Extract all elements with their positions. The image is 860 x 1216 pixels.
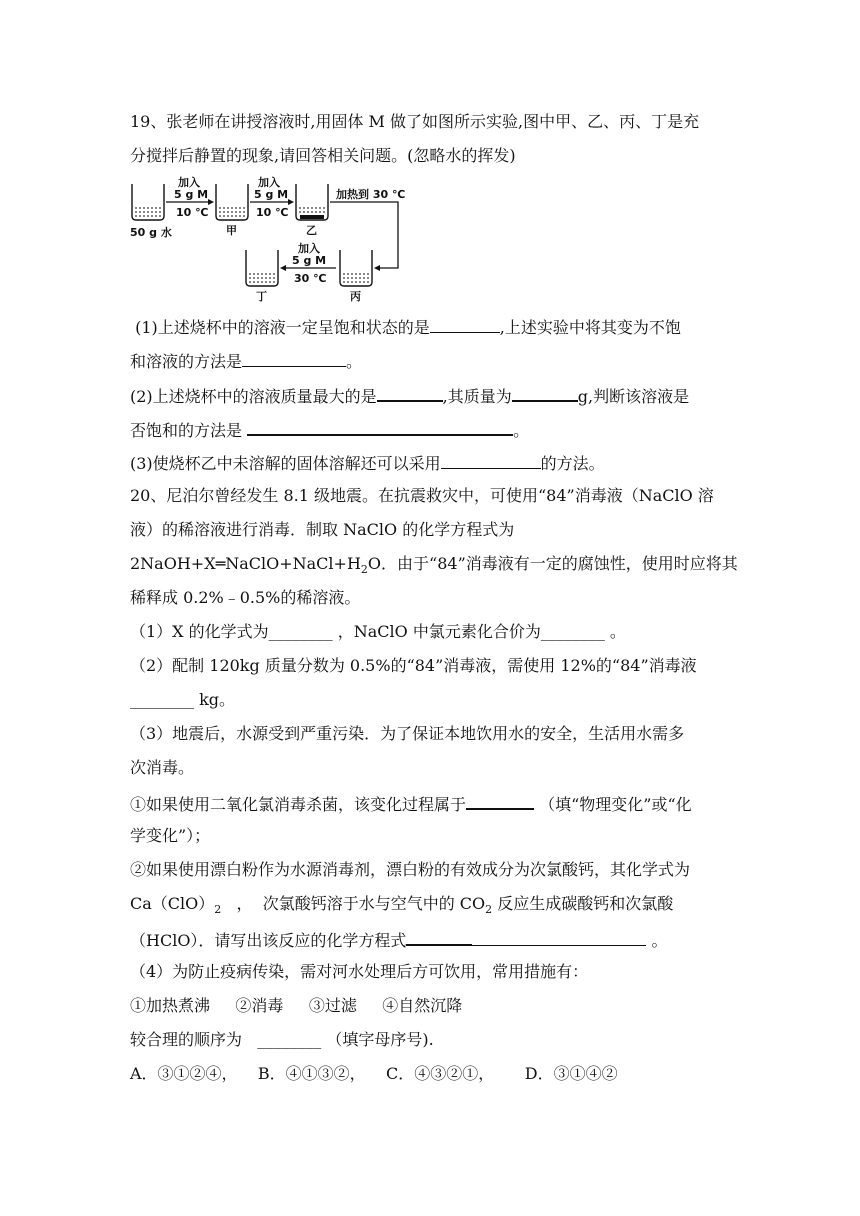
- add-2-top: 加入: [258, 176, 280, 189]
- beaker-ding-label: 丁: [256, 290, 267, 303]
- blank[interactable]: [466, 792, 534, 810]
- q20-options: ①加热煮沸 ②消毒 ③过滤 ④自然沉降: [130, 996, 463, 1015]
- add-2-bot: 10 ℃: [256, 206, 289, 219]
- add-3-mid: 5 g M: [292, 254, 327, 267]
- q20-line-4: 稀释成 0.2%﹣0.5%的稀溶液。: [130, 588, 361, 607]
- q20-order: 较合理的顺序为 ________ （填字母序号).: [130, 1030, 434, 1049]
- add-2-mid: 5 g M: [254, 188, 289, 201]
- water-label: 50 g 水: [130, 226, 172, 239]
- blank[interactable]: [242, 350, 346, 367]
- q19-part-1: (1)上述烧杯中的溶液一定呈饱和状态的是 ,上述实验中将其变为不饱: [130, 318, 681, 337]
- q19-part-3: (3)使烧杯乙中未溶解的固体溶解还可以采用 的方法。: [130, 454, 605, 473]
- beaker-jia-label: 甲: [226, 224, 237, 237]
- q20-sub-1: （1）X 的化学式为________ ，NaClO 中氯元素化合价为________ 。: [130, 622, 626, 641]
- q20-item-1-cont: 学变化”）；: [130, 826, 211, 845]
- q20-sub-2: （2）配制 120kg 质量分数为 0.5%的“84”消毒液，需使用 12%的“84”消毒液: [130, 656, 697, 675]
- blank[interactable]: [441, 452, 541, 469]
- q20-equation-line: $2NaOH+X═NaClO+NaCl+H_2O$．由于“84”消毒液有一定的腐蚀性，使用时应将其: [130, 554, 738, 577]
- q19-line-2: 分搅拌后静置的现象,请回答相关问题。(忽略水的挥发): [130, 146, 516, 165]
- q20-item-1: ①如果使用二氧化氯消毒杀菌，该变化过程属于 （填“物理变化”或“化: [130, 792, 692, 815]
- blank[interactable]: [247, 418, 513, 436]
- add-1-mid: 5 g M: [174, 188, 209, 201]
- q19-part-1-cont: 和溶液的方法是 。: [130, 352, 363, 371]
- heat-label: 加热到 30 ℃: [336, 188, 406, 201]
- add-3-bot: 30 ℃: [294, 272, 327, 285]
- add-1-bot: 10 ℃: [176, 206, 209, 219]
- q20-item-2: ②如果使用漂白粉作为水源消毒剂，漂白粉的有效成分为次氯酸钙，其化学式为: [130, 860, 691, 879]
- q20-sub-2-cont: ________ kg。: [130, 690, 236, 709]
- beaker-bing-label: 丙: [350, 290, 361, 303]
- blank[interactable]: [512, 384, 578, 402]
- blank[interactable]: [406, 928, 472, 946]
- experiment-diagram: [128, 174, 408, 306]
- q20-choices: A．③①②④， B．④①③②， C．④③②①， D．③①④②: [130, 1064, 618, 1083]
- add-3-top: 加入: [298, 242, 320, 255]
- blank[interactable]: [377, 384, 443, 402]
- q19-line-1: 19、张老师在讲授溶液时,用固体 M 做了如图所示实验,图中甲、乙、丙、丁是充: [130, 112, 700, 131]
- q20-sub-3: （3）地震后，水源受到严重污染．为了保证本地饮用水的安全，生活用水需多: [130, 724, 685, 743]
- blank[interactable]: [472, 929, 646, 946]
- q20-line-2: 液）的稀溶液进行消毒．制取 NaClO 的化学方程式为: [130, 520, 515, 539]
- q20-item-2-formula: $Ca(ClO)_2$ ， 次氯酸钙溶于水与空气中的 $CO_2$ 反应生成碳酸钙和次氯酸: [130, 894, 674, 917]
- q20-line-1: 20、尼泊尔曾经发生 8.1 级地震。在抗震救灾中，可使用“84”消毒液（NaClO 溶: [130, 486, 714, 505]
- beaker-yi-label: 乙: [306, 224, 317, 237]
- add-1-top: 加入: [178, 176, 200, 189]
- blank[interactable]: [430, 316, 500, 333]
- q20-sub-4: （4）为防止疫病传染，需对河水处理后方可饮用，常用措施有：: [130, 962, 589, 981]
- q20-item-2-cont: （HClO）．请写出该反应的化学方程式 。: [130, 928, 668, 951]
- q19-part-2: (2)上述烧杯中的溶液质量最大的是 ,其质量为 g,判断该溶液是: [130, 384, 689, 407]
- q19-part-2-cont: 否饱和的方法是 。: [130, 418, 529, 441]
- q20-sub-3-cont: 次消毒。: [130, 758, 195, 777]
